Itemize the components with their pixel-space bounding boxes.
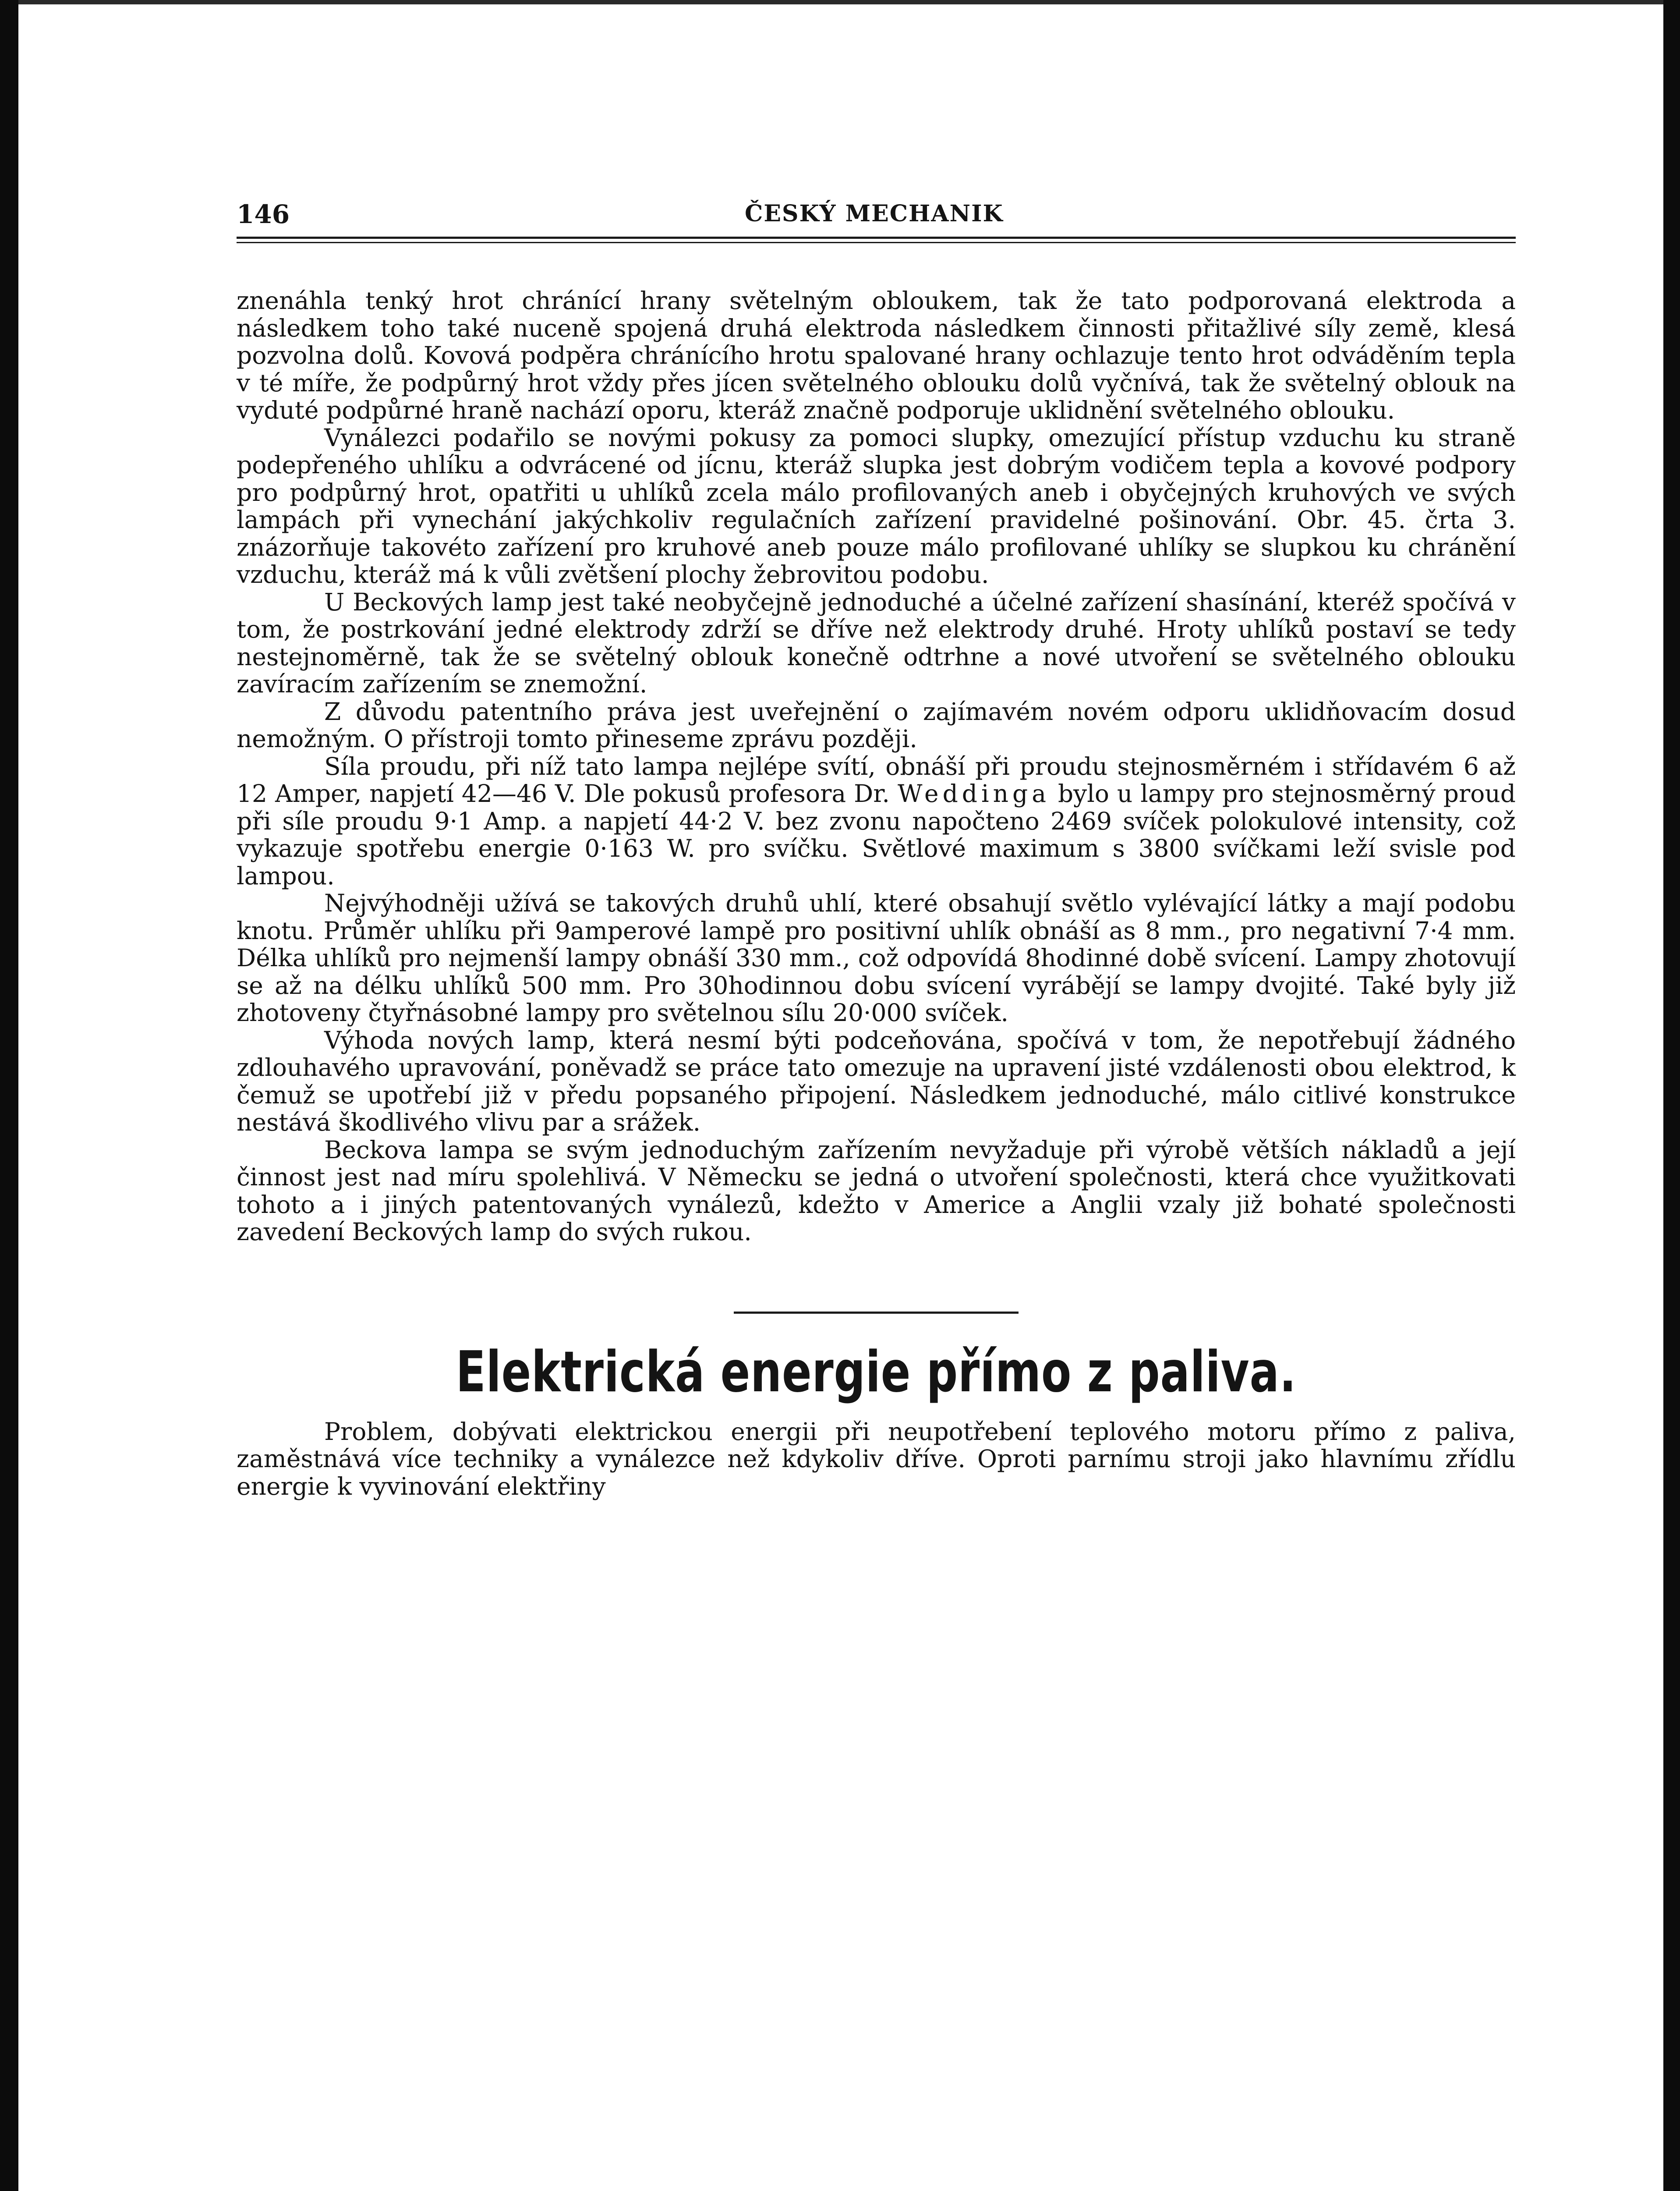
page-header <box>237 184 1516 232</box>
paragraph-5 <box>237 753 1516 890</box>
paragraph-5-part-b: bylo u lampy pro stejnosměrný proud při síle proudu 9·1 Amp. a napjetí 44·2 V. bez zvonu napočteno 2469 svíček polokulové intensity, což vykazuje spotřebu energie 0·163 W. pro svíčku. Světlové maximum s 3800 svíčkami leží svisle pod lampou. <box>237 780 1516 890</box>
paragraph-7: Výhoda nových lamp, která nesmí býti podceňována, spočívá v tom, že nepotřebují žádného zdlouhavého upravování, poněvadž se práce tato omezuje na upravení jisté vzdálenosti obou elektrod, k čemuž se upotřebí již v předu popsaného připojení. Následkem jednoduché, málo citlivé konstrukce nestává škodlivého vlivu par a srážek. <box>237 1026 1516 1136</box>
paragraph-5-part-a: Síla proudu, při níž tato lampa nejlépe svítí, obnáší při proudu stejnosměrném i střídavém 6 až 12 Amper, napjetí 42—46 V. Dle pokusů profesora Dr. <box>237 752 1516 808</box>
page-number: 146 <box>237 199 290 229</box>
scan-edge-right <box>1663 0 1680 2191</box>
article-energy-from-fuel <box>237 1418 1516 1500</box>
section-separator <box>734 1312 1019 1314</box>
paragraph-3: U Beckových lamp jest také neobyčejně jednoduché a účelné zařízení shasínání, kteréž spočívá v tom, že postrkování jedné elektrody zdrží se dříve než elektrody druhé. Hroty uhlíků postaví se tedy nestejnoměrně, tak že se světelný oblouk konečně odtrhne a nové utvoření se světelného oblouku zavíracím zařízením se znemožní. <box>237 588 1516 698</box>
paragraph-1: znenáhla tenký hrot chránící hrany světelným obloukem, tak že tato podporovaná elektroda a následkem toho také nuceně spojená druhá elektroda následkem činnosti přitažlivé síly země, klesá pozvolna dolů. Kovová podpěra chránícího hrotu spalované hrany ochlazuje tento hrot odváděním tepla v té míře, že podpůrný hrot vždy přes jícen světelného oblouku dolů vyčnívá, tak že světelný oblouk na vyduté podpůrné hraně nachází oporu, kteráž značně podporuje uklidnění světelného oblouku. <box>237 287 1516 424</box>
header-rule-bottom <box>237 242 1516 243</box>
running-head: ČESKÝ MECHANIK <box>745 200 1004 227</box>
section-heading: Elektrická energie přímo z paliva. <box>456 1339 1297 1405</box>
scan-edge-left <box>0 0 18 2191</box>
paragraph-4: Z důvodu patentního práva jest uveřejnění o zajímavém novém odporu uklidňovacím dosud nemožným. O přístroji tomto přineseme zprávu později. <box>237 697 1516 753</box>
scan-edge-top <box>0 0 1680 4</box>
header-rule-top <box>237 237 1516 239</box>
paragraph-9: Problem, dobývati elektrickou energii při neupotřebení teplového motoru přímo z paliva, zaměstnává více techniky a vynálezce než kdykoliv dříve. Oproti parnímu stroji jako hlavnímu zřídlu energie k vyvinování elektřiny <box>237 1417 1516 1500</box>
professor-name: Weddinga <box>897 780 1050 808</box>
paragraph-8: Beckova lampa se svým jednoduchým zařízením nevyžaduje při výrobě větších nákladů a její činnost jest nad míru spolehlivá. V Německu se jedná o utvoření společnosti, která chce využitkovati tohoto a i jiných patentovaných vynálezů, kdežto v Americe a Anglii vzaly již bohaté společnosti zavedení Beckových lamp do svých rukou. <box>237 1135 1516 1246</box>
paragraph-6: Nejvýhodněji užívá se takových druhů uhlí, které obsahují světlo vylévající látky a mají podobu knotu. Průměr uhlíku při 9amperové lampě pro positivní uhlík obnáší as 8 mm., pro negativní 7·4 mm. Délka uhlíků pro nejmenší lampy obnáší 330 mm., což odpovídá 8hodinné době svícení. Lampy zhotovují se až na délku uhlíků 500 mm. Pro 30hodinnou dobu svícení vyrábějí se lampy dvojité. Také byly již zhotoveny čtyřnásobné lampy pro světelnou sílu 20·000 svíček. <box>237 889 1516 1027</box>
paragraph-2: Vynálezci podařilo se novými pokusy za pomoci slupky, omezující přístup vzduchu ku straně podepřeného uhlíku a odvrácené od jícnu, kteráž slupka jest dobrým vodičem tepla a kovové podpory pro podpůrný hrot, opatřiti u uhlíků zcela málo profilovaných aneb i obyčejných kruhových ve svých lampách při vynechání jakýchkoliv regulačních zařízení pravidelné pošinování. Obr. 45. črta 3. znázorňuje takovéto zařízení pro kruhové aneb pouze málo profilované uhlíky se slupkou ku chránění vzduchu, kteráž má k vůli zvětšení plochy žebrovitou podobu. <box>237 423 1516 589</box>
page-content <box>237 184 1516 1500</box>
article-beck-lamp <box>237 287 1516 1246</box>
